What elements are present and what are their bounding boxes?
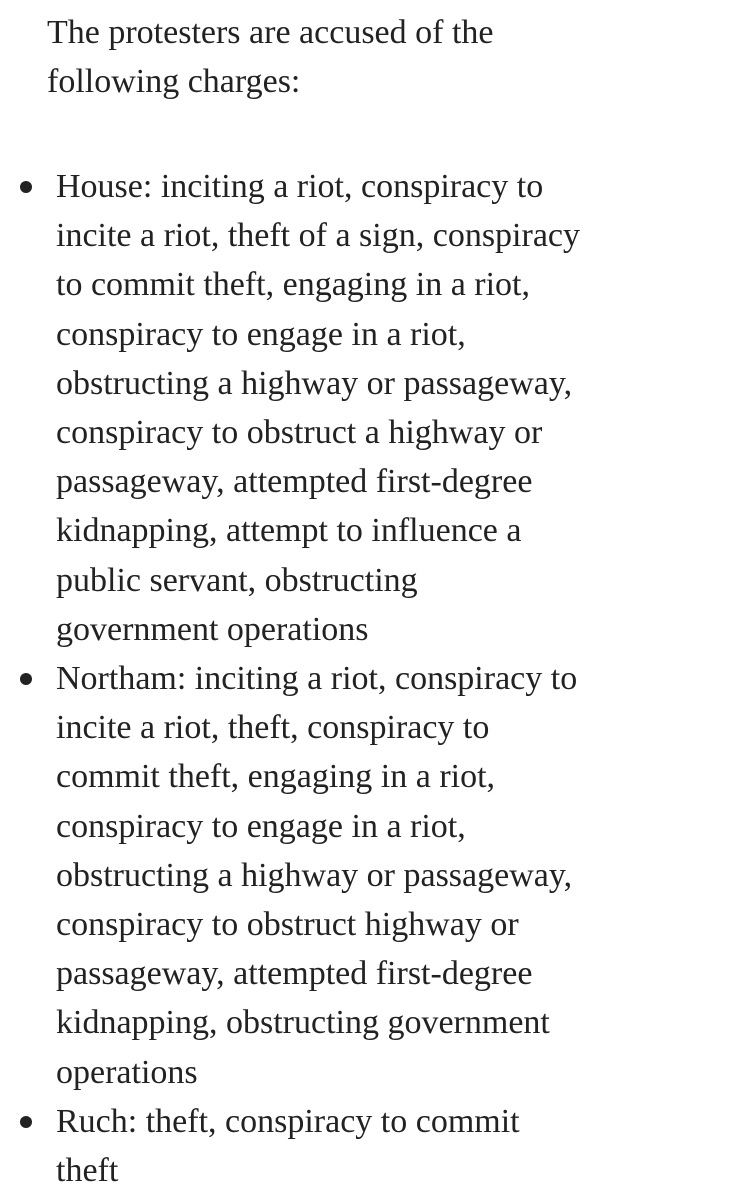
intro-line: following charges:	[47, 63, 301, 101]
charge-line: incite a riot, theft of a sign, conspiracy	[56, 217, 580, 255]
charge-line: kidnapping, attempt to influence a	[56, 512, 522, 550]
charge-item-house	[56, 162, 706, 654]
charge-line: passageway, attempted first-degree	[56, 463, 533, 501]
charge-line: conspiracy to obstruct highway or	[56, 906, 519, 944]
bullet-icon	[20, 181, 32, 193]
bullet-icon	[20, 673, 32, 685]
charge-line: House: inciting a riot, conspiracy to	[56, 168, 544, 205]
charge-line: to commit theft, engaging in a riot,	[56, 266, 531, 304]
charge-line: incite a riot, theft, conspiracy to	[56, 709, 490, 747]
article-body	[47, 8, 747, 106]
charge-line: operations	[56, 1053, 198, 1091]
charge-line: obstructing a highway or passageway,	[56, 856, 573, 894]
charge-line: conspiracy to engage in a riot,	[56, 315, 466, 353]
charge-line: obstructing a highway or passageway,	[56, 364, 573, 402]
charge-line: government operations	[56, 610, 369, 648]
bullet-icon	[20, 1116, 32, 1128]
charge-line: public servant, obstructing	[56, 561, 418, 599]
charge-line: conspiracy to engage in a riot,	[56, 807, 466, 845]
charge-item-ruch	[56, 1097, 706, 1195]
charge-line: theft	[56, 1152, 119, 1190]
charges-list	[56, 162, 706, 1195]
charge-line: Northam: inciting a riot, conspiracy to	[56, 660, 578, 698]
charge-line: conspiracy to obstruct a highway or	[56, 414, 543, 452]
charge-line: Ruch: theft, conspiracy to commit	[56, 1102, 520, 1140]
charge-line: commit theft, engaging in a riot,	[56, 758, 496, 796]
charge-line: kidnapping, obstructing government	[56, 1004, 550, 1042]
charge-line: passageway, attempted first-degree	[56, 955, 533, 993]
charge-item-northam	[56, 654, 706, 1097]
intro-paragraph	[47, 8, 747, 106]
intro-line: The protesters are accused of the	[47, 14, 494, 51]
